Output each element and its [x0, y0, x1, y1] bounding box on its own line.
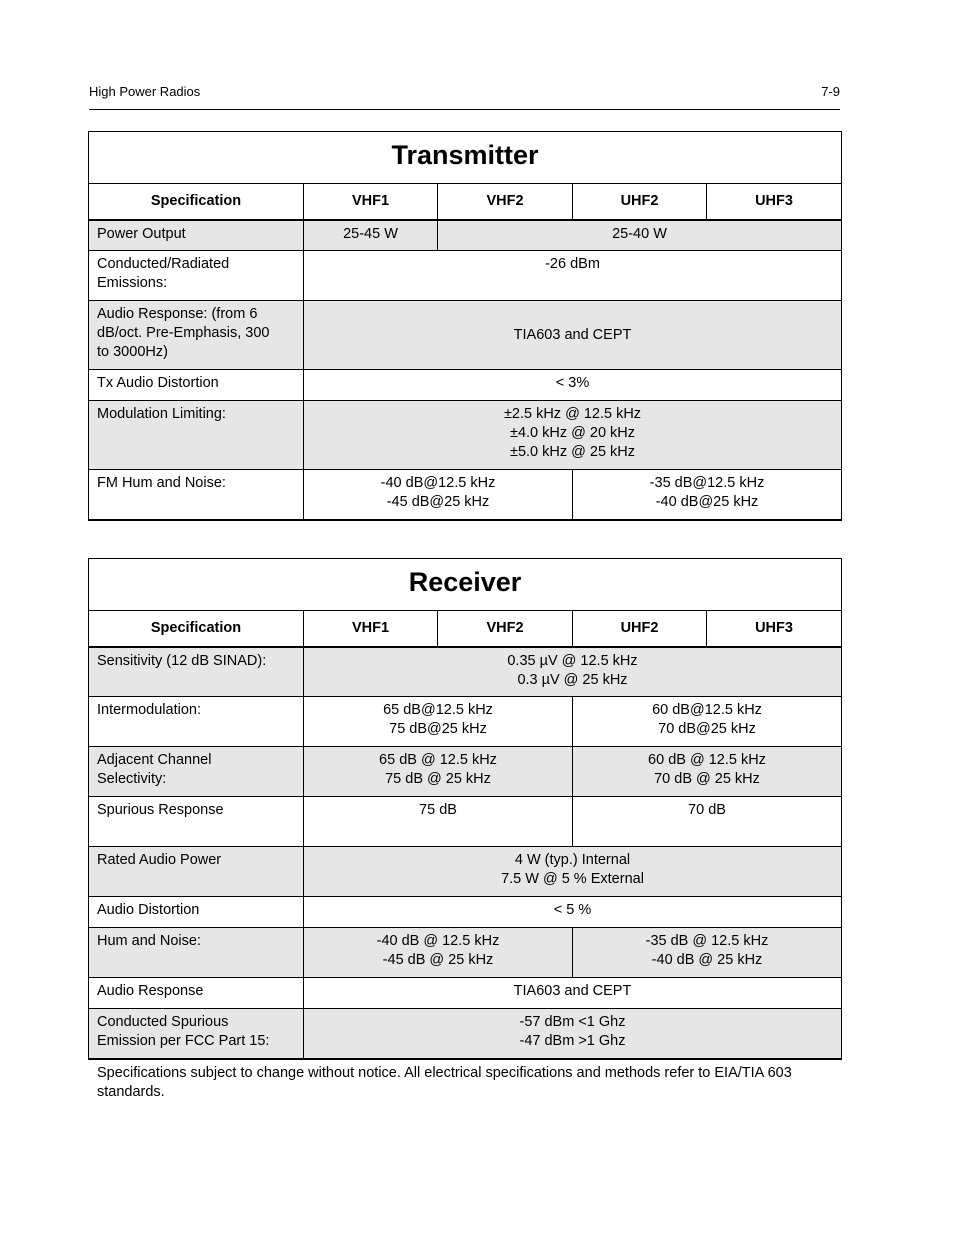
row-label: Conducted Spurious Emission per FCC Part 15: [89, 1009, 304, 1059]
col-header-vhf2: VHF2 [438, 184, 573, 220]
row-label: Audio Response: (from 6 dB/oct. Pre-Emphasis, 300 to 3000Hz) [89, 301, 304, 370]
table-row [89, 847, 842, 897]
cell-value: 60 dB@12.5 kHz 70 dB@25 kHz [573, 697, 842, 747]
table-row [89, 747, 842, 797]
col-header-vhf1: VHF1 [304, 184, 438, 220]
row-label: Conducted/Radiated Emissions: [89, 251, 304, 301]
transmitter-table [88, 131, 842, 521]
table-row [89, 401, 842, 470]
cell-value: -35 dB @ 12.5 kHz -40 dB @ 25 kHz [573, 928, 842, 978]
footnote: Specifications subject to change without notice. All electrical specifications and methods refer to EIA/TIA 603 standards. [97, 1065, 792, 1100]
row-label: Sensitivity (12 dB SINAD): [89, 647, 304, 697]
row-label: Rated Audio Power [89, 847, 304, 897]
table-row [89, 301, 842, 370]
cell-value: 25-40 W [438, 220, 842, 251]
cell-value: ±2.5 kHz @ 12.5 kHz ±4.0 kHz @ 20 kHz ±5.0 kHz @ 25 kHz [304, 401, 842, 470]
table-row [89, 220, 842, 251]
cell-value: 25-45 W [304, 220, 438, 251]
cell-value: -26 dBm [304, 251, 842, 301]
col-header-uhf3: UHF3 [707, 611, 842, 647]
row-label: Hum and Noise: [89, 928, 304, 978]
col-header-vhf1: VHF1 [304, 611, 438, 647]
cell-value: 65 dB@12.5 kHz 75 dB@25 kHz [304, 697, 573, 747]
cell-value: -57 dBm <1 Ghz -47 dBm >1 Ghz [304, 1009, 842, 1059]
cell-value: < 3% [304, 370, 842, 401]
cell-value: 0.35 µV @ 12.5 kHz 0.3 µV @ 25 kHz [304, 647, 842, 697]
col-header-vhf2: VHF2 [438, 611, 573, 647]
row-label: Power Output [89, 220, 304, 251]
cell-value: TIA603 and CEPT [304, 978, 842, 1009]
table-row [89, 647, 842, 697]
page-number: 7-9 [821, 84, 840, 99]
table-row [89, 1009, 842, 1059]
col-header-uhf2: UHF2 [573, 611, 707, 647]
col-header-uhf3: UHF3 [707, 184, 842, 220]
table-row [89, 928, 842, 978]
header-rule [89, 109, 840, 110]
row-label: Adjacent Channel Selectivity: [89, 747, 304, 797]
cell-value: -40 dB@12.5 kHz -45 dB@25 kHz [304, 470, 573, 520]
cell-value: < 5 % [304, 897, 842, 928]
row-label: Intermodulation: [89, 697, 304, 747]
cell-value: 4 W (typ.) Internal 7.5 W @ 5 % External [304, 847, 842, 897]
table-row [89, 697, 842, 747]
row-label: Modulation Limiting: [89, 401, 304, 470]
row-label: Spurious Response [89, 797, 304, 847]
cell-value: TIA603 and CEPT [304, 301, 842, 370]
table-row [89, 978, 842, 1009]
receiver-table [88, 558, 842, 1060]
table-row [89, 797, 842, 847]
col-header-specification: Specification [89, 184, 304, 220]
transmitter-title: Transmitter [89, 132, 842, 184]
table-row [89, 897, 842, 928]
row-label: Audio Distortion [89, 897, 304, 928]
cell-value: -40 dB @ 12.5 kHz -45 dB @ 25 kHz [304, 928, 573, 978]
table-row [89, 370, 842, 401]
col-header-specification: Specification [89, 611, 304, 647]
row-label: Audio Response [89, 978, 304, 1009]
row-label: Tx Audio Distortion [89, 370, 304, 401]
row-label: FM Hum and Noise: [89, 470, 304, 520]
col-header-uhf2: UHF2 [573, 184, 707, 220]
cell-value: 65 dB @ 12.5 kHz 75 dB @ 25 kHz [304, 747, 573, 797]
cell-value: 75 dB [304, 797, 573, 847]
receiver-title: Receiver [89, 559, 842, 611]
running-header-title: High Power Radios [89, 84, 201, 99]
cell-value: -35 dB@12.5 kHz -40 dB@25 kHz [573, 470, 842, 520]
table-row [89, 470, 842, 520]
table-row [89, 251, 842, 301]
cell-value: 60 dB @ 12.5 kHz 70 dB @ 25 kHz [573, 747, 842, 797]
cell-value: 70 dB [573, 797, 842, 847]
